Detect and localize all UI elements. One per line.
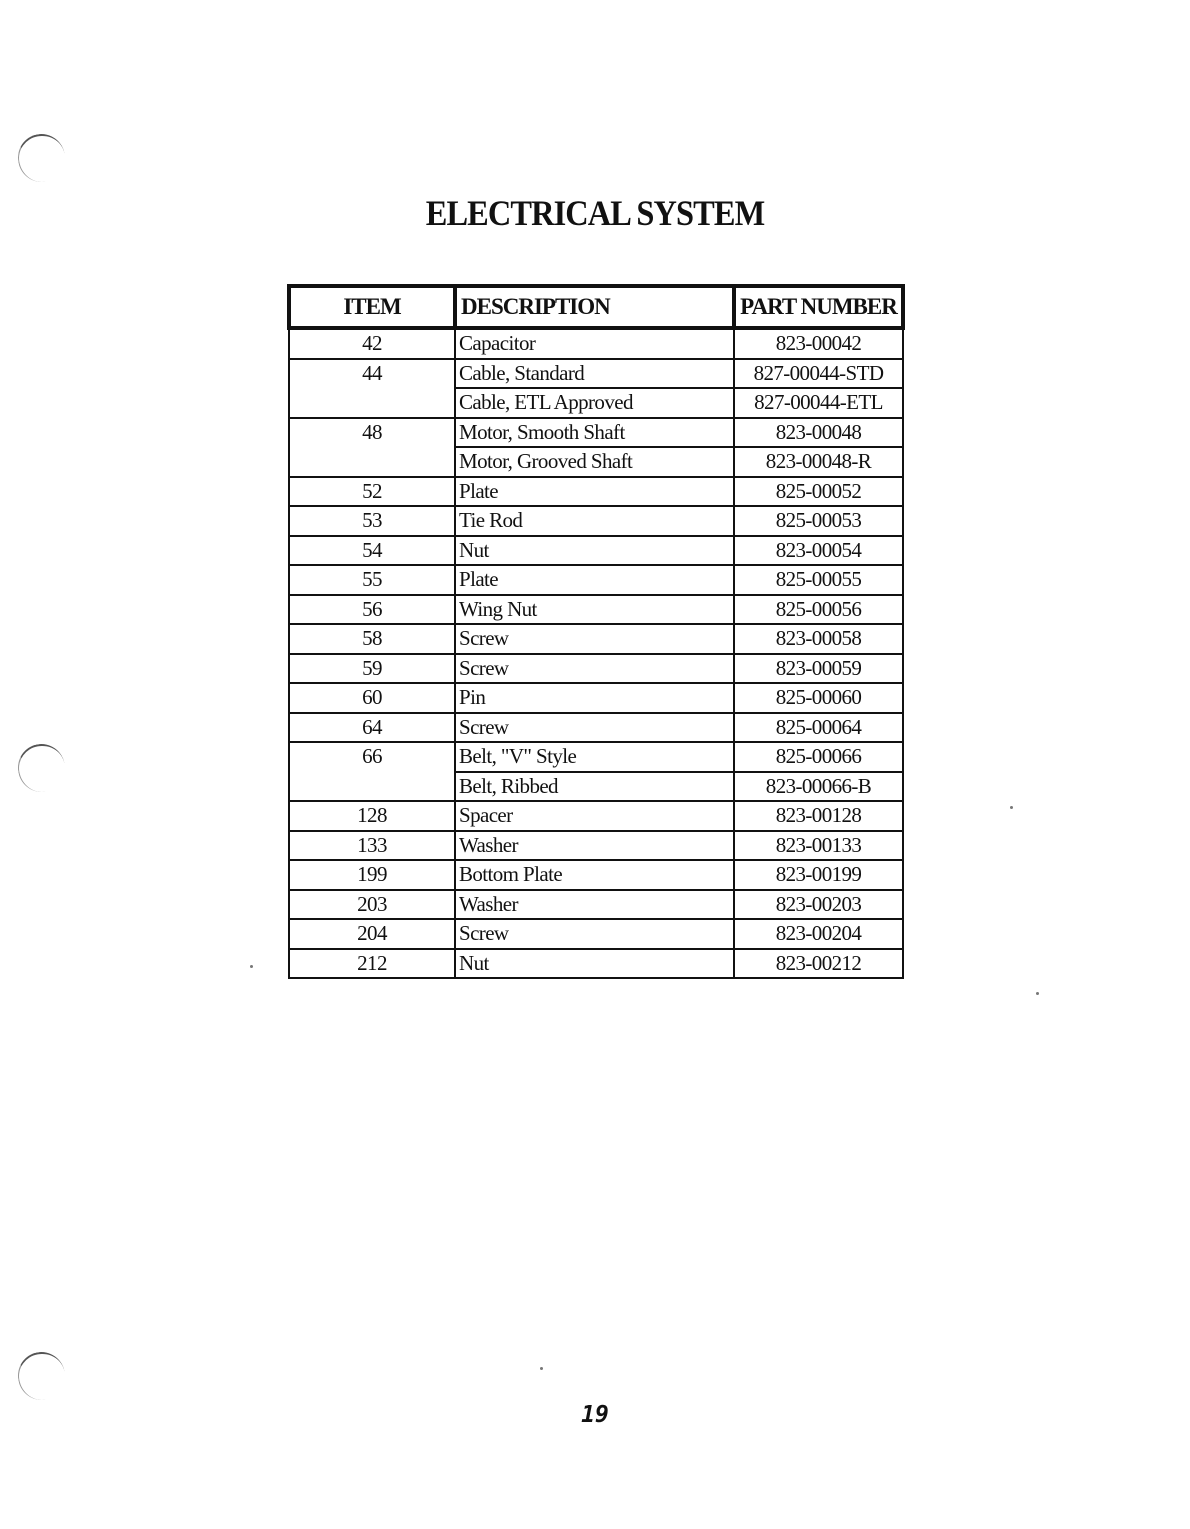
item-number-cell: 58 — [289, 624, 455, 654]
description-cell: Cable, Standard — [455, 359, 734, 389]
description-cell: Wing Nut — [455, 595, 734, 625]
table-header-row — [289, 286, 903, 328]
punch-hole-top — [14, 130, 69, 185]
item-number-cell: 54 — [289, 536, 455, 566]
item-number-cell: 60 — [289, 683, 455, 713]
part-number-cell: 827-00044-STD — [734, 359, 903, 389]
description-cell: Capacitor — [455, 328, 734, 359]
item-number-cell: 64 — [289, 713, 455, 743]
item-number-cell: 48 — [289, 418, 455, 448]
description-cell: Screw — [455, 624, 734, 654]
item-number-cell: 59 — [289, 654, 455, 684]
part-number-cell: 823-00066-B — [734, 772, 903, 802]
table-row — [289, 831, 903, 861]
description-cell: Screw — [455, 919, 734, 949]
description-cell: Belt, Ribbed — [455, 772, 734, 802]
part-number-cell: 823-00204 — [734, 919, 903, 949]
part-number-cell: 823-00054 — [734, 536, 903, 566]
part-number-cell: 823-00199 — [734, 860, 903, 890]
table-row — [289, 447, 903, 477]
table-row — [289, 919, 903, 949]
description-cell: Nut — [455, 949, 734, 979]
table-row — [289, 624, 903, 654]
part-number-cell: 823-00212 — [734, 949, 903, 979]
scan-speck — [540, 1367, 543, 1370]
part-number-cell: 823-00133 — [734, 831, 903, 861]
description-cell: Plate — [455, 477, 734, 507]
item-number-cell: 199 — [289, 860, 455, 890]
item-number-cell: 66 — [289, 742, 455, 772]
table-row — [289, 742, 903, 772]
part-number-cell: 825-00066 — [734, 742, 903, 772]
description-cell: Plate — [455, 565, 734, 595]
parts-table — [287, 284, 905, 979]
item-number-cell: 204 — [289, 919, 455, 949]
part-number-cell: 823-00048-R — [734, 447, 903, 477]
item-number-cell — [289, 772, 455, 802]
punch-hole-middle — [14, 740, 69, 795]
table-row — [289, 772, 903, 802]
description-cell: Bottom Plate — [455, 860, 734, 890]
item-number-cell: 203 — [289, 890, 455, 920]
item-number-cell — [289, 388, 455, 418]
table-row — [289, 418, 903, 448]
table-row — [289, 890, 903, 920]
punch-hole-bottom — [14, 1348, 69, 1403]
part-number-cell: 823-00203 — [734, 890, 903, 920]
table-row — [289, 359, 903, 389]
table-row — [289, 328, 903, 359]
page-number: 19 — [581, 1402, 609, 1428]
item-number-cell — [289, 447, 455, 477]
part-number-cell: 823-00059 — [734, 654, 903, 684]
item-number-cell: 133 — [289, 831, 455, 861]
part-number-cell: 825-00064 — [734, 713, 903, 743]
table-row — [289, 536, 903, 566]
table-row — [289, 595, 903, 625]
scan-speck — [250, 965, 253, 968]
table-row — [289, 860, 903, 890]
page-title: ELECTRICAL SYSTEM — [425, 193, 765, 234]
description-cell: Washer — [455, 831, 734, 861]
description-cell: Pin — [455, 683, 734, 713]
part-number-cell: 825-00060 — [734, 683, 903, 713]
scan-speck — [1010, 806, 1013, 809]
column-header-part-number: PART NUMBER — [734, 286, 903, 328]
table-row — [289, 654, 903, 684]
part-number-cell: 825-00053 — [734, 506, 903, 536]
column-header-item: ITEM — [289, 286, 455, 328]
table-row — [289, 713, 903, 743]
scan-speck — [1036, 992, 1039, 995]
description-cell: Motor, Smooth Shaft — [455, 418, 734, 448]
item-number-cell: 44 — [289, 359, 455, 389]
part-number-cell: 823-00058 — [734, 624, 903, 654]
description-cell: Screw — [455, 713, 734, 743]
part-number-cell: 823-00042 — [734, 328, 903, 359]
table-row — [289, 683, 903, 713]
table-row — [289, 506, 903, 536]
item-number-cell: 52 — [289, 477, 455, 507]
description-cell: Tie Rod — [455, 506, 734, 536]
parts-table-body — [289, 328, 903, 978]
table-row — [289, 949, 903, 979]
item-number-cell: 55 — [289, 565, 455, 595]
part-number-cell: 825-00052 — [734, 477, 903, 507]
description-cell: Cable, ETL Approved — [455, 388, 734, 418]
item-number-cell: 56 — [289, 595, 455, 625]
part-number-cell: 825-00055 — [734, 565, 903, 595]
item-number-cell: 42 — [289, 328, 455, 359]
description-cell: Nut — [455, 536, 734, 566]
table-row — [289, 565, 903, 595]
item-number-cell: 53 — [289, 506, 455, 536]
part-number-cell: 827-00044-ETL — [734, 388, 903, 418]
item-number-cell: 128 — [289, 801, 455, 831]
description-cell: Motor, Grooved Shaft — [455, 447, 734, 477]
item-number-cell: 212 — [289, 949, 455, 979]
description-cell: Spacer — [455, 801, 734, 831]
description-cell: Screw — [455, 654, 734, 684]
part-number-cell: 823-00048 — [734, 418, 903, 448]
table-row — [289, 477, 903, 507]
table-row — [289, 801, 903, 831]
description-cell: Washer — [455, 890, 734, 920]
part-number-cell: 823-00128 — [734, 801, 903, 831]
table-row — [289, 388, 903, 418]
column-header-description: DESCRIPTION — [455, 286, 734, 328]
part-number-cell: 825-00056 — [734, 595, 903, 625]
description-cell: Belt, "V" Style — [455, 742, 734, 772]
